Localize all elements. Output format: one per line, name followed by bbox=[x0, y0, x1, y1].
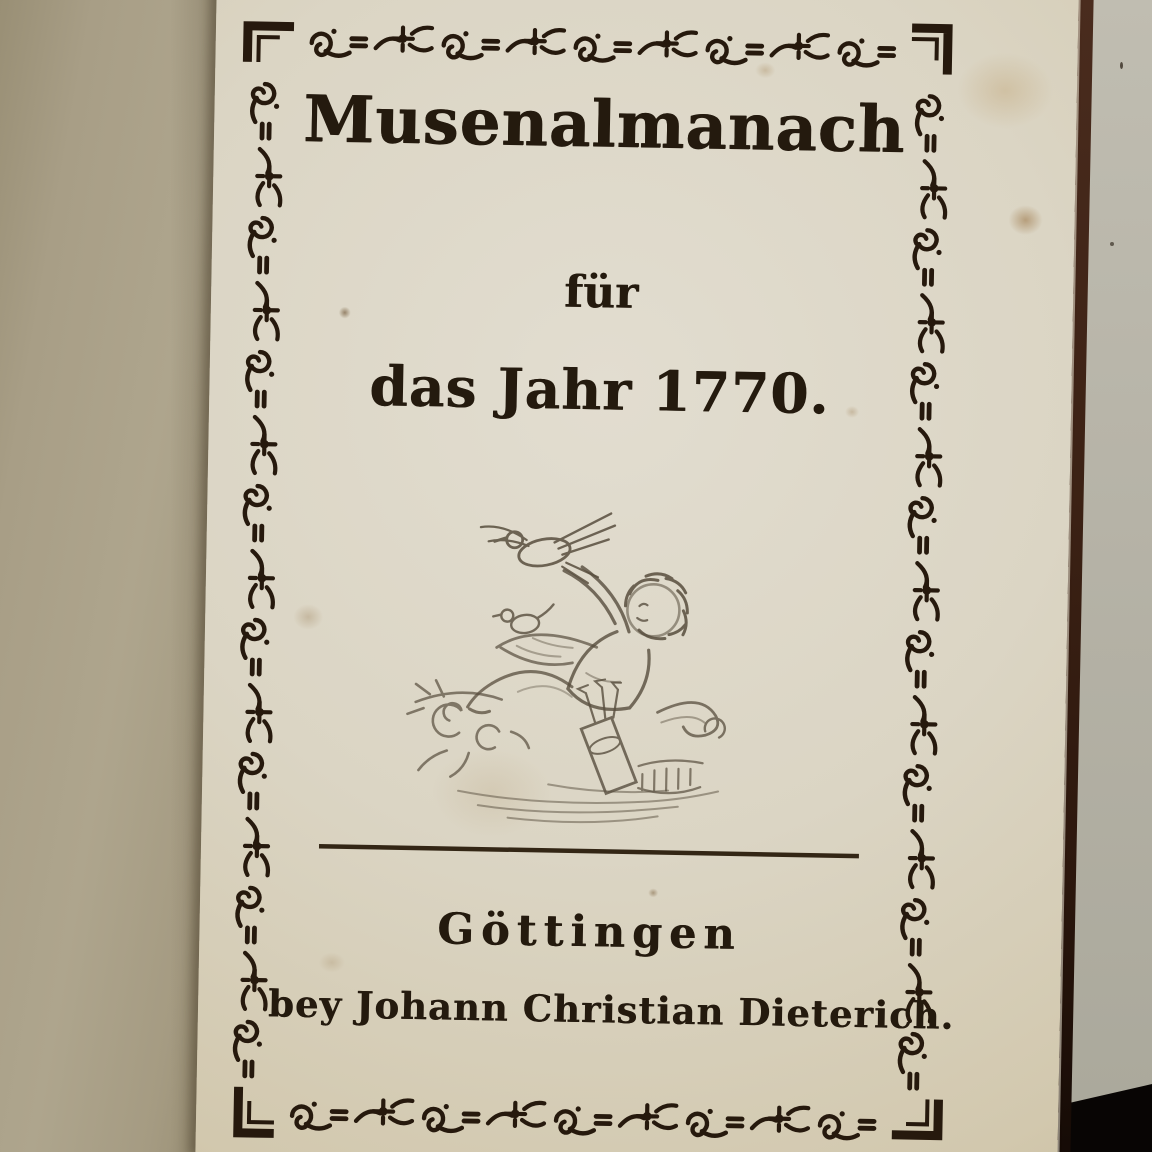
facing-flyleaf-page bbox=[0, 0, 224, 1152]
title-line-fur: für bbox=[563, 266, 639, 319]
dust-speck bbox=[1120, 62, 1123, 69]
dust-speck bbox=[1110, 242, 1114, 246]
title-page bbox=[195, 0, 1078, 1152]
title-line-year: das Jahr 1770. bbox=[368, 353, 831, 427]
book-title: Musenalmanach bbox=[302, 81, 906, 168]
imprint-publisher: bey Johann Christian Dieterich. bbox=[267, 981, 955, 1038]
imprint-city: Göttingen bbox=[436, 904, 743, 960]
